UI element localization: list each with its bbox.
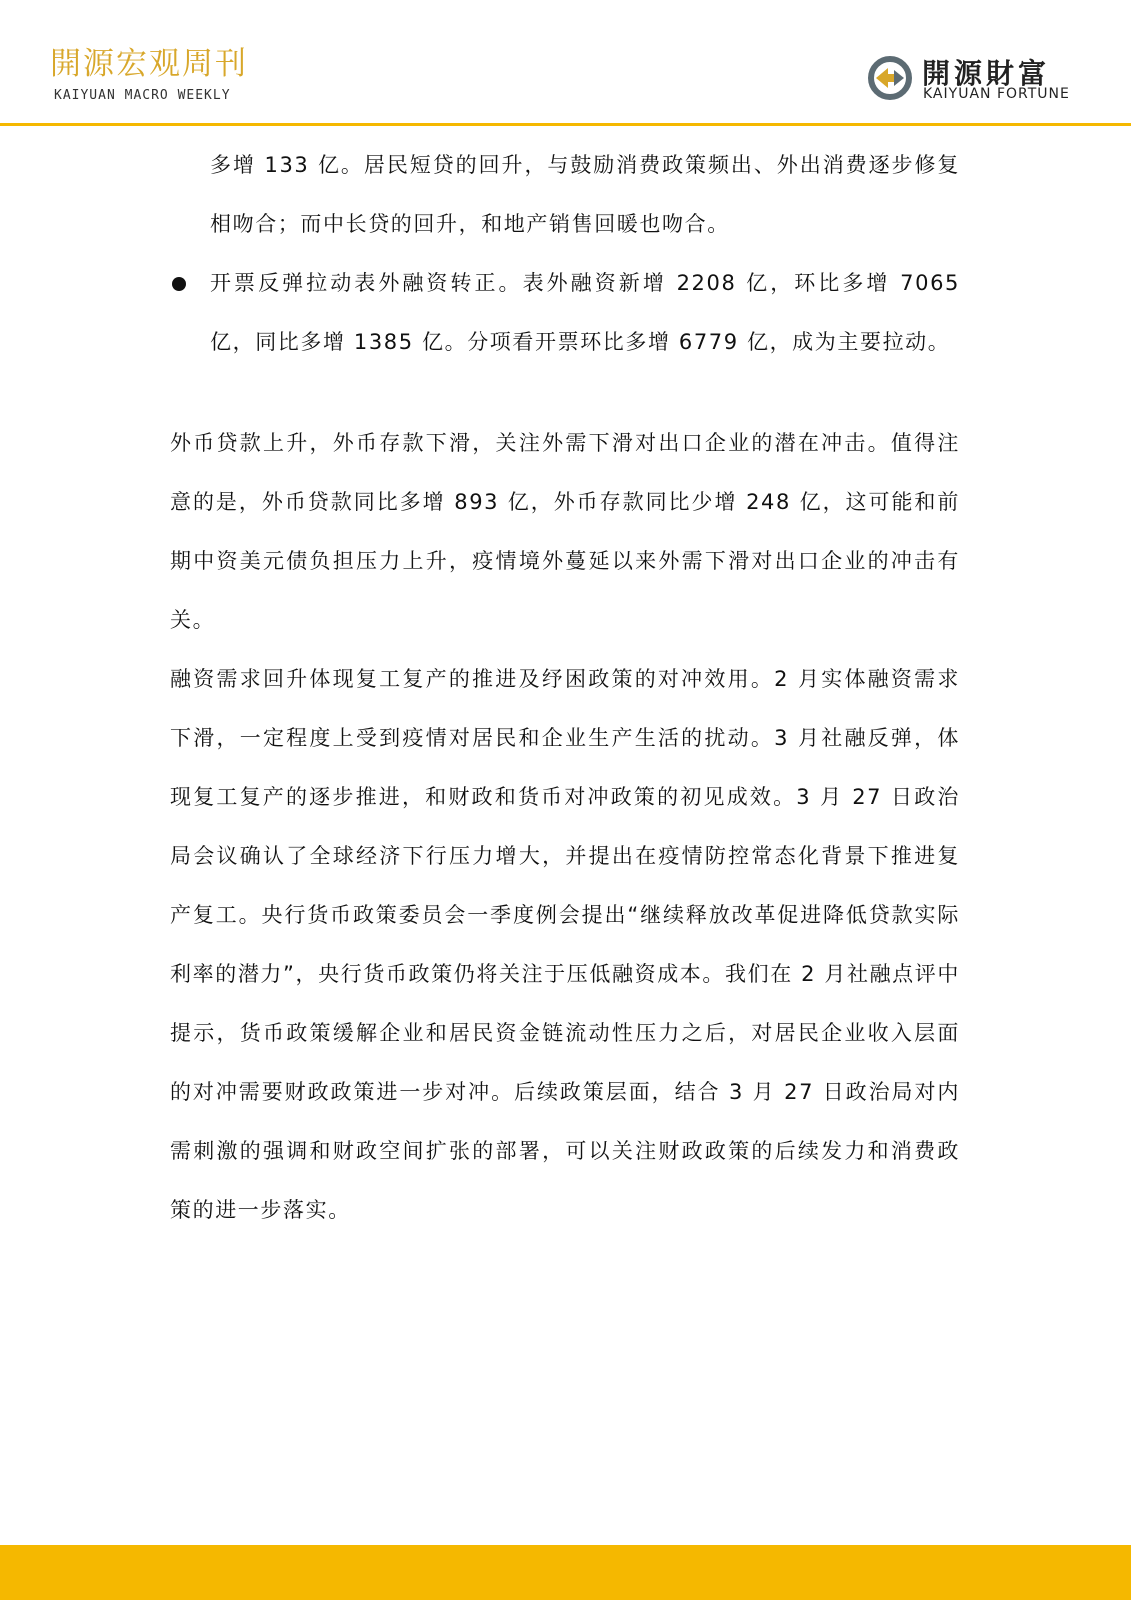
brand-name-en: KAIYUAN FORTUNE <box>923 86 1070 102</box>
publication-title: 開源宏观周刊 <box>50 46 248 82</box>
kaiyuan-logo-icon <box>866 54 914 102</box>
continued-item <box>170 136 960 254</box>
brand-logo <box>866 52 1096 108</box>
footer-bar <box>0 1545 1131 1600</box>
brand-name-cn: 開源財富 <box>922 57 1051 90</box>
main-content <box>170 136 960 1240</box>
bullet-item <box>170 254 960 372</box>
section-gap <box>170 372 960 414</box>
continued-paragraph: 多增 133 亿。居民短贷的回升，与鼓励消费政策频出、外出消费逐步修复相吻合；而中长贷的回升，和地产销售回暖也吻合。 <box>210 153 960 236</box>
bullet-dot-icon <box>172 277 186 291</box>
paragraph-financing-demand: 融资需求回升体现复工复产的推进及纾困政策的对冲效用。2 月实体融资需求下滑，一定程度上受到疫情对居民和企业生产生活的扰动。3 月社融反弹，体现复工复产的逐步推进，和财政和货币对冲政策的初见成效。3 月 27 日政治局会议确认了全球经济下行压力增大，并提出在疫情防控常态化背景下推进复产复工。央行货币政策委员会一季度例会提出“继续释放改革促进降低贷款实际利率的潜力”，央行货币政策仍将关注于压低融资成本。我们在 2 月社融点评中提示，货币政策缓解企业和居民资金链流动性压力之后，对居民企业收入层面的对冲需要财政政策进一步对冲。后续政策层面，结合 3 月 27 日政治局对内需刺激的强调和财政空间扩张的部署，可以关注财政政策的后续发力和消费政策的进一步落实。 <box>170 667 960 1222</box>
paragraph-foreign-currency: 外币贷款上升，外币存款下滑，关注外需下滑对出口企业的潜在冲击。值得注意的是，外币贷款同比多增 893 亿，外币存款同比少增 248 亿，这可能和前期中资美元债负担压力上升，疫情境外蔓延以来外需下滑对出口企业的冲击有关。 <box>170 431 960 632</box>
bullet-paragraph: 开票反弹拉动表外融资转正。表外融资新增 2208 亿，环比多增 7065 亿，同比多增 1385 亿。分项看开票环比多增 6779 亿，成为主要拉动。 <box>210 271 960 354</box>
header-rule <box>0 123 1131 126</box>
publication-subtitle: KAIYUAN MACRO WEEKLY <box>54 88 231 103</box>
page-header <box>0 0 1131 126</box>
